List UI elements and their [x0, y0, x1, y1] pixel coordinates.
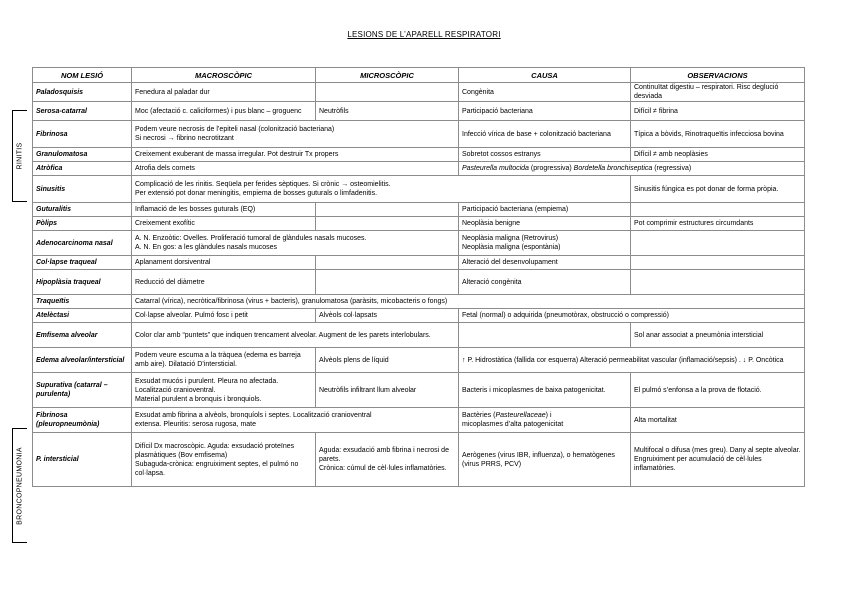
- micro-cell: Aguda: exsudació amb fibrina i necrosi de parets. Crònica: cúmul de cèl·lules inflamatòries.: [316, 433, 459, 487]
- lesion-name: Guturalitis: [33, 203, 132, 217]
- cause-cell: Participació bacteriana: [459, 102, 631, 121]
- cause-cell: Alteració del desenvolupament: [459, 256, 631, 270]
- macro-cell: Podem veure necrosis de l’epiteli nasal (colonització bacteriana) Si necrosi → fibrino necrotitzant: [132, 121, 459, 148]
- micro-cell: Neutròfils: [316, 102, 459, 121]
- obs-cell: Continuïtat digestiu – respiratori. Risc deglució desviada: [631, 83, 805, 102]
- cause-cell: Congènita: [459, 83, 631, 102]
- table-row: [33, 83, 805, 102]
- header-name: NOM LESIÓ: [33, 68, 132, 83]
- table-row: [33, 348, 805, 373]
- cause-cell: [459, 323, 631, 348]
- header-micro: MICROSCÒPIC: [316, 68, 459, 83]
- lesion-name: Emfisema alveolar: [33, 323, 132, 348]
- lesion-name: Hipoplàsia traqueal: [33, 270, 132, 295]
- micro-cell: [316, 83, 459, 102]
- micro-cell: Alvèols col·lapsats: [316, 309, 459, 323]
- cause-cell: Neoplàsia maligna (Retrovirus) Neoplàsia maligna (espontània): [459, 231, 631, 256]
- micro-cell: [316, 256, 459, 270]
- obs-cell: Difícil ≠ fibrina: [631, 102, 805, 121]
- cause-cell: Aerògenes (virus IBR, influenza), o hematògenes (virus PRRS, PCV): [459, 433, 631, 487]
- obs-cell: [631, 270, 805, 295]
- obs-cell: Sinusitis fúngica es pot donar de forma pròpia.: [631, 176, 805, 203]
- lesion-name: Pòlips: [33, 217, 132, 231]
- obs-cell: Sol anar associat a pneumònia intersticial: [631, 323, 805, 348]
- lesion-name: Edema alveolar/intersticial: [33, 348, 132, 373]
- macro-cell: Fenedura al paladar dur: [132, 83, 316, 102]
- table-row: [33, 203, 805, 217]
- macro-cell: Reducció del diàmetre: [132, 270, 316, 295]
- micro-cell: Alvèols plens de líquid: [316, 348, 459, 373]
- cause-cell: Infecció vírica de base + colonització bacteriana: [459, 121, 631, 148]
- macro-cell: Podem veure escuma a la tràquea (edema es barreja amb aire). Dilatació D’intersticial.: [132, 348, 316, 373]
- lesion-name: Adenocarcinoma nasal: [33, 231, 132, 256]
- table-row: [33, 408, 805, 433]
- macro-cell: Atrofia dels cornets: [132, 162, 459, 176]
- lesion-name: Sinusitis: [33, 176, 132, 203]
- bronco-label: BRONCOPNEUMONIA: [16, 446, 24, 525]
- obs-cell: [631, 256, 805, 270]
- header-obs: OBSERVACIONS: [631, 68, 805, 83]
- lesion-name: P. intersticial: [33, 433, 132, 487]
- table-row: [33, 295, 805, 309]
- macro-cell: Exsudat mucós i purulent. Pleura no afectada. Localització cranioventral. Material purulent a bronquis i bronquiols.: [132, 373, 316, 408]
- obs-cell: Alta mortalitat: [631, 408, 805, 433]
- obs-cell: El pulmó s’enfonsa a la prova de flotació.: [631, 373, 805, 408]
- lesion-name: Atelèctasi: [33, 309, 132, 323]
- obs-cell: [631, 231, 805, 256]
- rinitis-label: RINITIS: [16, 142, 24, 170]
- table-row: [33, 217, 805, 231]
- obs-cell: Típica a bòvids, Rinotraqueïtis infecciosa bovina: [631, 121, 805, 148]
- table-row: [33, 121, 805, 148]
- lesion-name: Serosa-catarral: [33, 102, 132, 121]
- table-row: [33, 309, 805, 323]
- table-row: [33, 162, 805, 176]
- macro-cell: Aplanament dorsiventral: [132, 256, 316, 270]
- table-row: [33, 176, 805, 203]
- header-cause: CAUSA: [459, 68, 631, 83]
- table-row: [33, 256, 805, 270]
- lesion-name: Traqueïtis: [33, 295, 132, 309]
- header-row: [33, 68, 805, 83]
- cause-cell: Neoplàsia benigne: [459, 217, 631, 231]
- header-macro: MACROSCÒPIC: [132, 68, 316, 83]
- cause-cell: Bacteris i micoplasmes de baixa patogenicitat.: [459, 373, 631, 408]
- cause-cell: Participació bacteriana (empiema): [459, 203, 631, 217]
- micro-cell: [316, 203, 459, 217]
- cause-cell: Alteració congènita: [459, 270, 631, 295]
- cause-cell: Fetal (normal) o adquirida (pneumotòrax, obstrucció o compressió): [459, 309, 805, 323]
- micro-cell: Neutròfils infiltrant llum alveolar: [316, 373, 459, 408]
- cause-cell: Bactèries (Pasteurellaceae) i micoplasmes d’alta patogenicitat: [459, 408, 631, 433]
- cause-cell: Pasteurella multocida (progressiva) Bordetella bronchiseptica (regressiva): [459, 162, 805, 176]
- cause-cell: Sobretot cossos estranys: [459, 148, 631, 162]
- macro-cell: Inflamació de les bosses guturals (EQ): [132, 203, 316, 217]
- macro-cell: Color clar amb “puntets” que indiquen trencament alveolar. Augment de les parets interlobulars.: [132, 323, 459, 348]
- macro-cell: A. N. Enzoòtic: Ovelles. Proliferació tumoral de glàndules nasals mucoses. A. N. En gos: a les glàndules nasals mucoses: [132, 231, 459, 256]
- lesion-name: Col·lapse traqueal: [33, 256, 132, 270]
- group-label-rinitis: [12, 110, 27, 202]
- table-row: [33, 270, 805, 295]
- group-label-bronco: [12, 428, 27, 543]
- macro-cell: Moc (afectació c. caliciformes) i pus blanc – groguenc: [132, 102, 316, 121]
- macro-cell: Difícil Dx macroscòpic. Aguda: exsudació proteïnes plasmàtiques (Bov emfisema) Subaguda-crònica: engruiximent septes, el pulmó no col·lapsa.: [132, 433, 316, 487]
- table-row: [33, 102, 805, 121]
- lesions-table: [32, 67, 805, 487]
- table-row: [33, 323, 805, 348]
- macro-cell: Creixement exofític: [132, 217, 316, 231]
- obs-cell: Pot comprimir estructures circumdants: [631, 217, 805, 231]
- obs-cell: [631, 203, 805, 217]
- table-row: [33, 148, 805, 162]
- macro-cell: Creixement exuberant de massa irregular. Pot destruir Tx propers: [132, 148, 459, 162]
- obs-cell: Multifocal o difusa (mes greu). Dany al septe alveolar. Engruiximent per acumulació de cèl·lules inflamatòries.: [631, 433, 805, 487]
- page-title: LESIONS DE L’APARELL RESPIRATORI: [347, 30, 501, 39]
- lesion-name: Granulomatosa: [33, 148, 132, 162]
- table-row: [33, 231, 805, 256]
- macro-cell: Col·lapse alveolar. Pulmó fosc i petit: [132, 309, 316, 323]
- lesion-name: Atròfica: [33, 162, 132, 176]
- obs-cell: Difícil ≠ amb neoplàsies: [631, 148, 805, 162]
- micro-cell: [316, 217, 459, 231]
- table-row: [33, 373, 805, 408]
- macro-cell: Complicació de les rinitis. Seqüela per ferides sèptiques. Si crònic → osteomielitis. Per extensió pot donar meningitis, empiema de bosses guturals o limfadenitis.: [132, 176, 631, 203]
- lesion-name: Paladosquisis: [33, 83, 132, 102]
- lesion-name: Supurativa (catarral – purulenta): [33, 373, 132, 408]
- cause-cell: ↑ P. Hidrostàtica (fallida cor esquerra) Alteració permeabilitat vascular (inflamació/sepsis) . ↓ P. Oncòtica: [459, 348, 805, 373]
- lesion-name: Fibrinosa (pleuropneumònia): [33, 408, 132, 433]
- lesion-name: Fibrinosa: [33, 121, 132, 148]
- macro-cell: Exsudat amb fibrina a alvèols, bronquíols i septes. Localització cranioventral extensa. Pleuritis: serosa rugosa, mate: [132, 408, 459, 433]
- table-row: [33, 433, 805, 487]
- macro-cell: Catarral (vírica), necròtica/fibrinosa (virus + bacteris), granulomatosa (paràsits, micobacteris o fongs): [132, 295, 805, 309]
- micro-cell: [316, 270, 459, 295]
